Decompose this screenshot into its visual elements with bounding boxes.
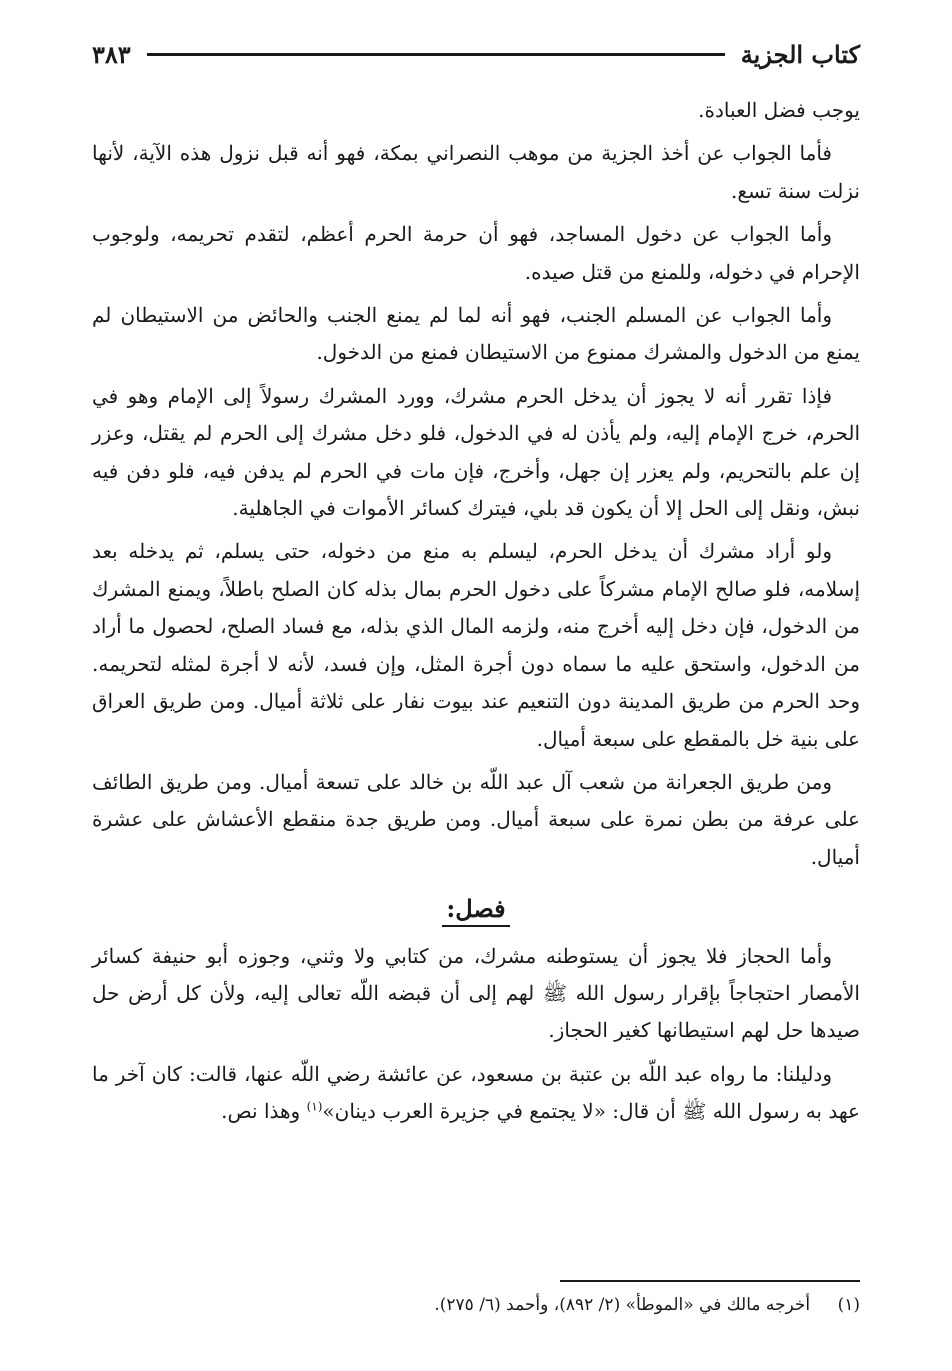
paragraph-1: يوجب فضل العبادة. [698, 98, 860, 122]
paragraph-9-text: ودليلنا: ما رواه عبد اللّه بن عتبة بن مسعود، عن عائشة رضي اللّه عنها، قالت: كان آخر ما عهد به رسول الله ﷺ أن قال: «لا يجتمع في جزيرة العرب دينان» [92, 1061, 860, 1124]
footnote-text: أخرجه مالك في «الموطأ» (٢/ ٨٩٢)، وأحمد (٦/ ٢٧٥). [434, 1295, 811, 1315]
page-number: ٣٨٣ [92, 39, 131, 69]
paragraph-9 [92, 1056, 860, 1131]
paragraph-5: فإذا تقرر أنه لا يجوز أن يدخل الحرم مشرك، وورد المشرك رسولاً إلى الإمام وهو في الحرم، خرج الإمام إليه، ولم يأذن له في الدخول، فلو دخل مشرك إلى الحرم لم يقتل، وعزر إن علم بالتحريم، ولم يعزر إن جهل، وأخرج، فإن مات في الحرم لم يدفن فيه، فلو دفن فيه نبش، ونقل إلى الحل إلا أن يكون قد بلي، فيترك كسائر الأموات في الجاهلية. [92, 383, 860, 521]
paragraph-7: ومن طريق الجعرانة من شعب آل عبد اللّه بن خالد على تسعة أميال. ومن طريق الطائف على عرفة من بطن نمرة على سبعة أميال. ومن طريق جدة منقطع الأعشاش على عشرة أميال. [92, 769, 860, 869]
footnote [92, 1290, 860, 1320]
paragraph-3: وأما الجواب عن دخول المساجد، فهو أن حرمة الحرم أعظم، لتقدم تحريمه، ولوجوب الإحرام في دخوله، وللمنع من قتل صيده. [92, 222, 860, 284]
page-body [92, 92, 860, 1137]
section-heading [92, 890, 860, 927]
page-header [92, 34, 860, 74]
paragraph-4: وأما الجواب عن المسلم الجنب، فهو أنه لما لم يمنع الجنب والحائض من الاستيطان لم يمنع من الدخول والمشرك ممنوع من الاستيطان فمنع من الدخول. [92, 303, 860, 365]
running-title: كتاب الجزية [740, 39, 860, 69]
section-heading-text: فصل: [442, 894, 509, 927]
paragraph-6: ولو أراد مشرك أن يدخل الحرم، ليسلم به منع من دخوله، حتى يسلم، ثم يدخله بعد إسلامه، فلو صالح الإمام مشركاً على دخول الحرم بمال بذله كان الصلح باطلاً، ويمنع المشرك من الدخول، فإن دخل إليه أخرج منه، ولزمه المال الذي بذله، مع فساد الصلح، لحصول ما أراد من الدخول، واستحق عليه ما سماه دون أجرة المثل، وإن فسد، لأنه لا أجرة لمثله لتحريمه. وحد الحرم من طريق المدينة دون التنعيم عند بيوت نفار على ثلاثة أميال. ومن طريق العراق على بنية خل بالمقطع على سبعة أميال. [92, 539, 860, 751]
footnote-rule [560, 1280, 860, 1282]
paragraph-8: وأما الحجاز فلا يجوز أن يستوطنه مشرك، من كتابي ولا وثني، وجوزه أبو حنيفة كسائر الأمصار احتجاجاً بإقرار رسول الله ﷺ لهم إلى أن قبضه اللّه تعالى إليه، ولأن كل أرض حل صيدها حل لهم استيطانها كغير الحجاز. [92, 943, 860, 1043]
paragraph-2: فأما الجواب عن أخذ الجزية من موهب النصراني بمكة، فهو أنه قبل نزول هذه الآية، لأنها نزلت سنة تسع. [92, 141, 860, 203]
footnote-reference[interactable]: (١) [306, 1099, 323, 1114]
paragraph-9-tail: وهذا نص. [221, 1099, 307, 1124]
header-rule [147, 53, 725, 56]
footnote-number: (١) [837, 1295, 860, 1315]
